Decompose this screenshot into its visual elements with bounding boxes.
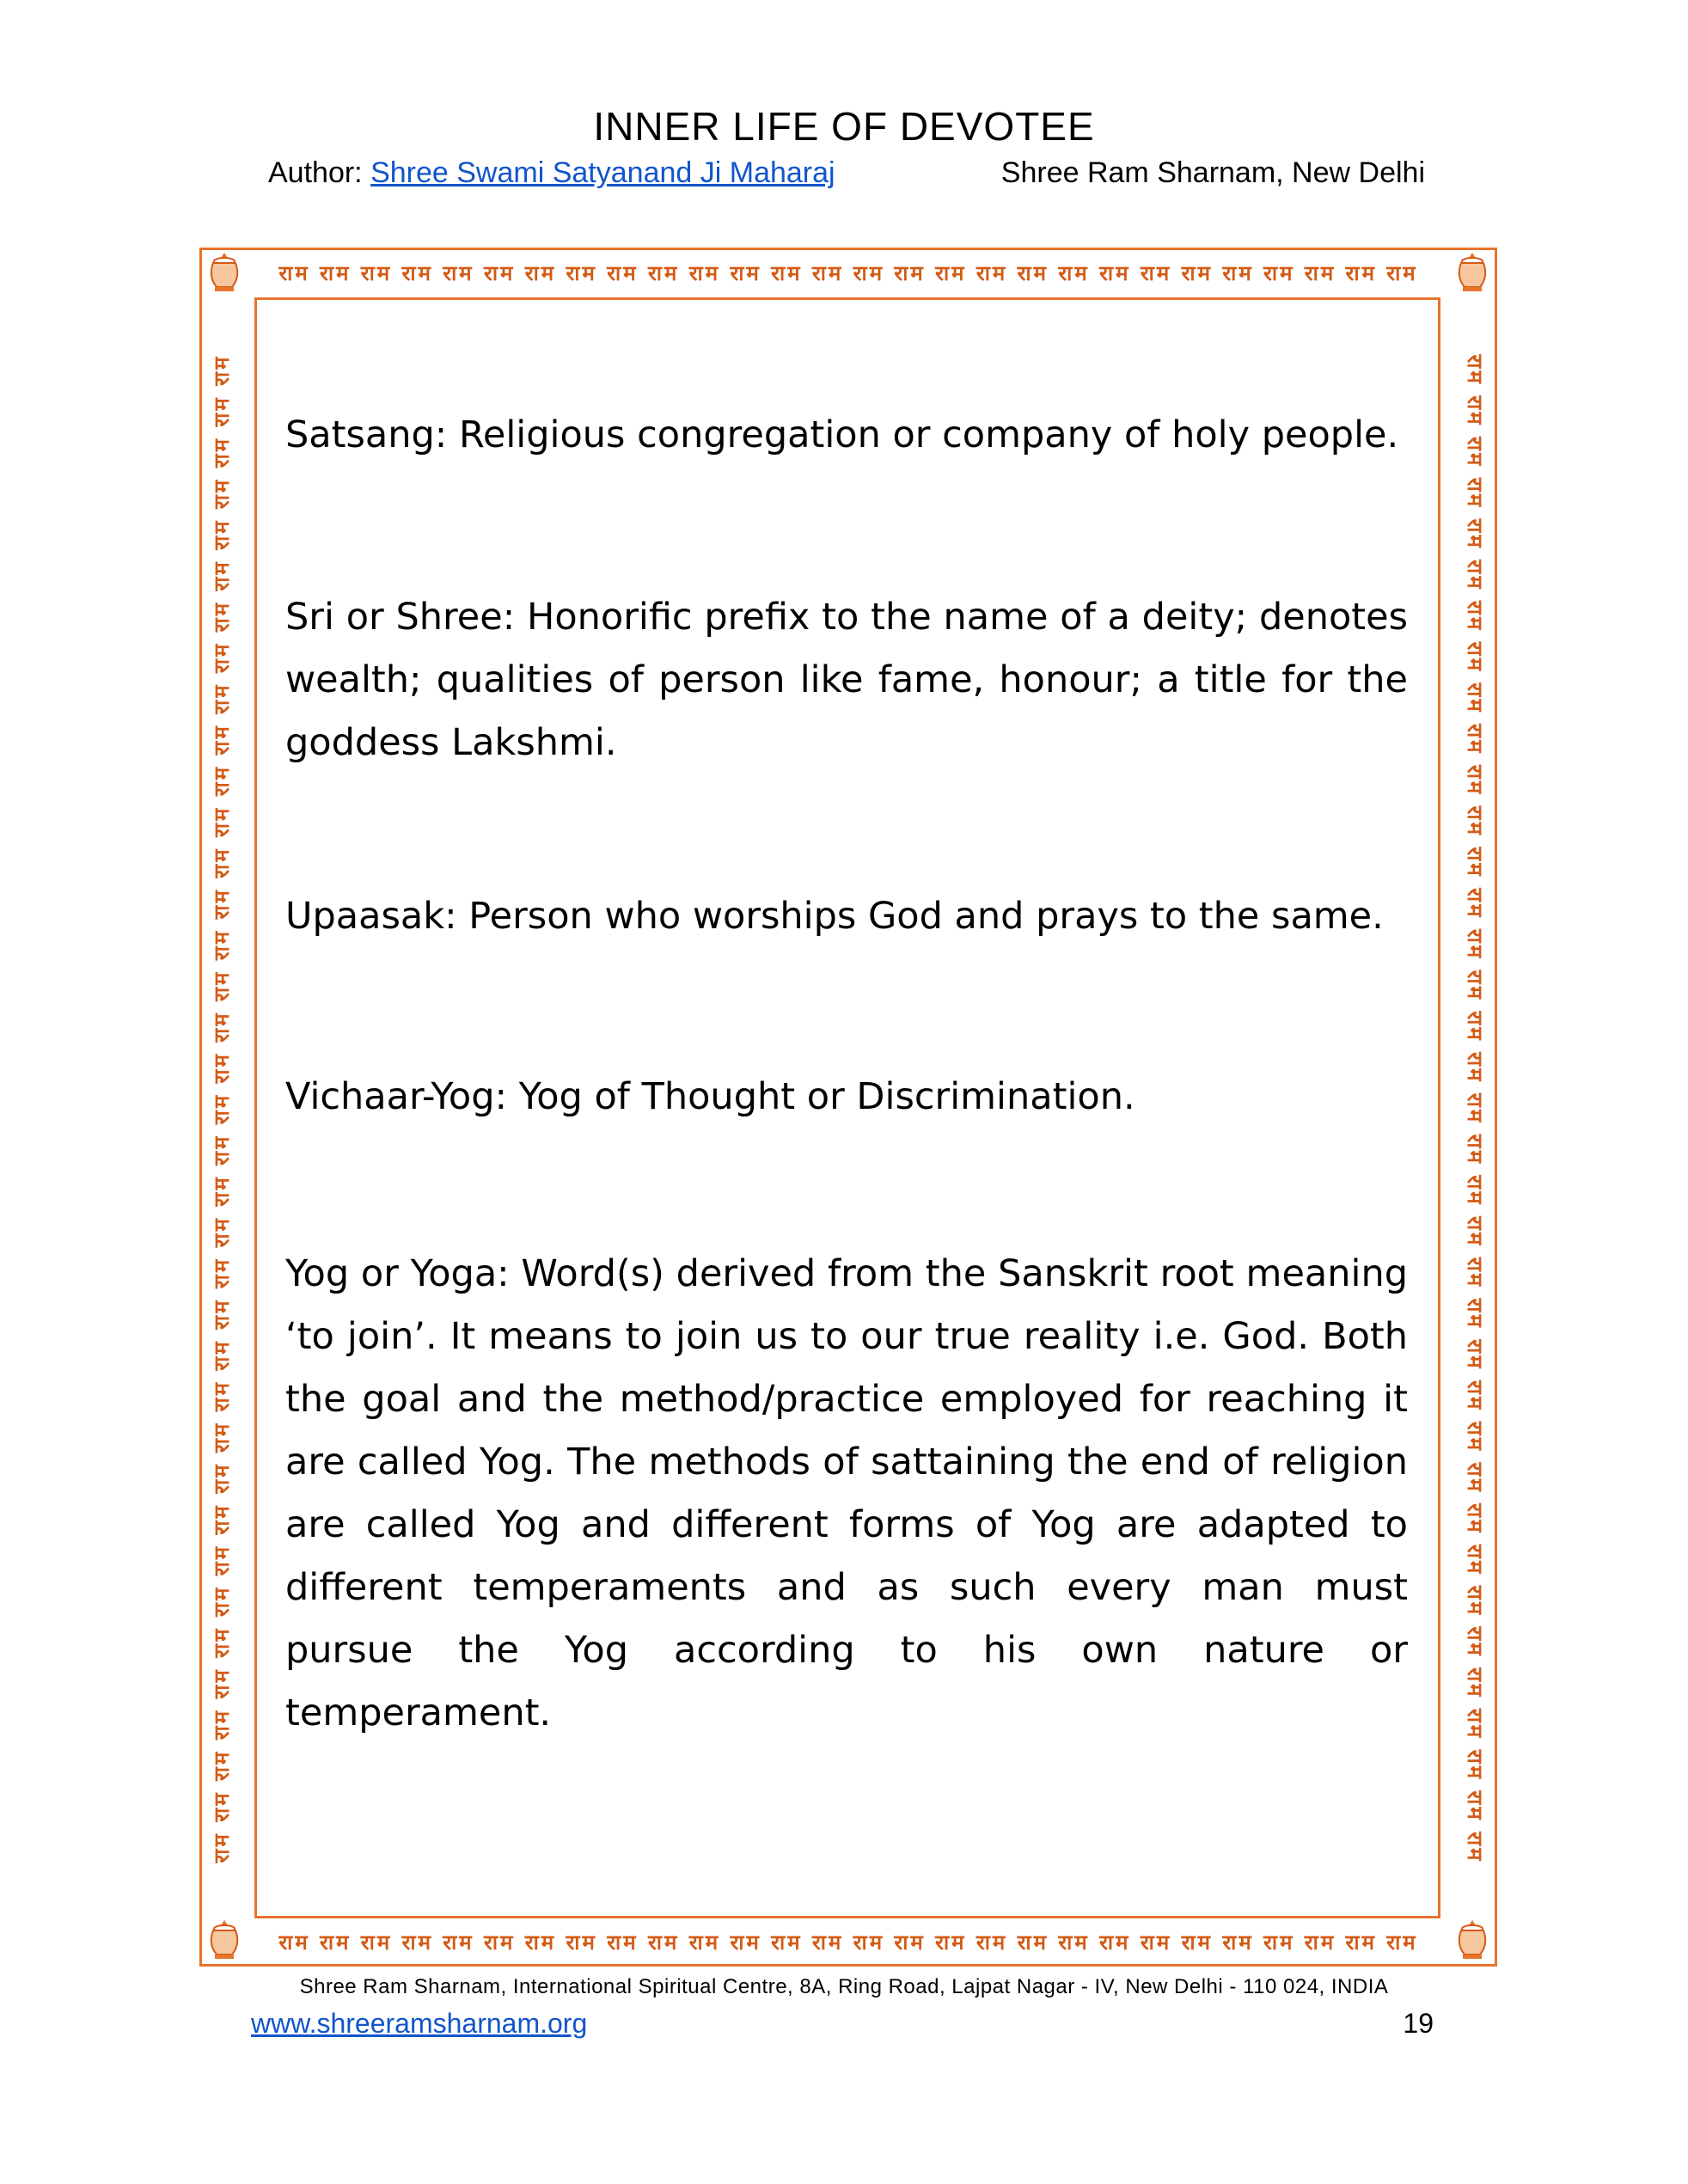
footer-address: Shree Ram Sharnam, International Spiritual Centre, 8A, Ring Road, Lajpat Nagar - IV, New Delhi - 110 024, INDIA	[299, 1975, 1389, 1998]
glossary-entry-vichaar-yog: Vichaar-Yog: Yog of Thought or Discrimination.	[285, 1075, 1135, 1118]
kalash-icon	[205, 1918, 244, 1961]
border-text-bottom: राम राम राम राम राम राम राम राम राम राम राम राम राम राम राम राम राम राम राम राम राम राम राम राम राम राम राम राम	[278, 1930, 1418, 1955]
kalash-icon	[1453, 1918, 1492, 1961]
kalash-icon	[1453, 251, 1492, 294]
border-text-top: राम राम राम राम राम राम राम राम राम राम राम राम राम राम राम राम राम राम राम राम राम राम राम राम राम राम राम राम	[278, 261, 1418, 285]
glossary-entry-sri: Sri or Shree: Honorific prefix to the name of a deity; denotes wealth; qualities of person like fame, honour; a title for the goddess Lakshmi.	[285, 596, 1408, 764]
document-title: INNER LIFE OF DEVOTEE	[593, 104, 1095, 149]
page-number: 19	[1403, 2008, 1434, 2039]
kalash-icon	[205, 251, 244, 294]
glossary-entry-upaasak: Upaasak: Person who worships God and prays to the same.	[285, 895, 1384, 938]
glossary-entry-satsang: Satsang: Religious congregation or company of holy people.	[285, 413, 1399, 456]
border-text-left: राम राम राम राम राम राम राम राम राम राम राम राम राम राम राम राम राम राम राम राम राम राम राम राम राम राम राम राम राम राम राम राम राम राम राम राम राम	[210, 354, 234, 1863]
author-line	[268, 156, 835, 190]
glossary-entry-yog: Yog or Yoga: Word(s) derived from the Sanskrit root meaning ‘to join’. It means to join us to our true reality i.e. God. Both the goal and the method/practice employed for reaching it are called Yog. The methods of sattaining the end of religion are called Yog and different forms of Yog are adapted to different temperaments and as such every man must pursue the Yog according to his own nature or temperament.	[285, 1252, 1408, 1734]
author-link[interactable]: Shree Swami Satyanand Ji Maharaj	[370, 156, 835, 189]
website-link[interactable]: www.shreeramsharnam.org	[251, 2008, 588, 2039]
border-text-right: राम राम राम राम राम राम राम राम राम राम राम राम राम राम राम राम राम राम राम राम राम राम राम राम राम राम राम राम राम राम राम राम राम राम राम राम राम	[1463, 354, 1487, 1863]
author-prefix: Author:	[268, 156, 371, 189]
organization-name: Shree Ram Sharnam, New Delhi	[1000, 156, 1425, 189]
